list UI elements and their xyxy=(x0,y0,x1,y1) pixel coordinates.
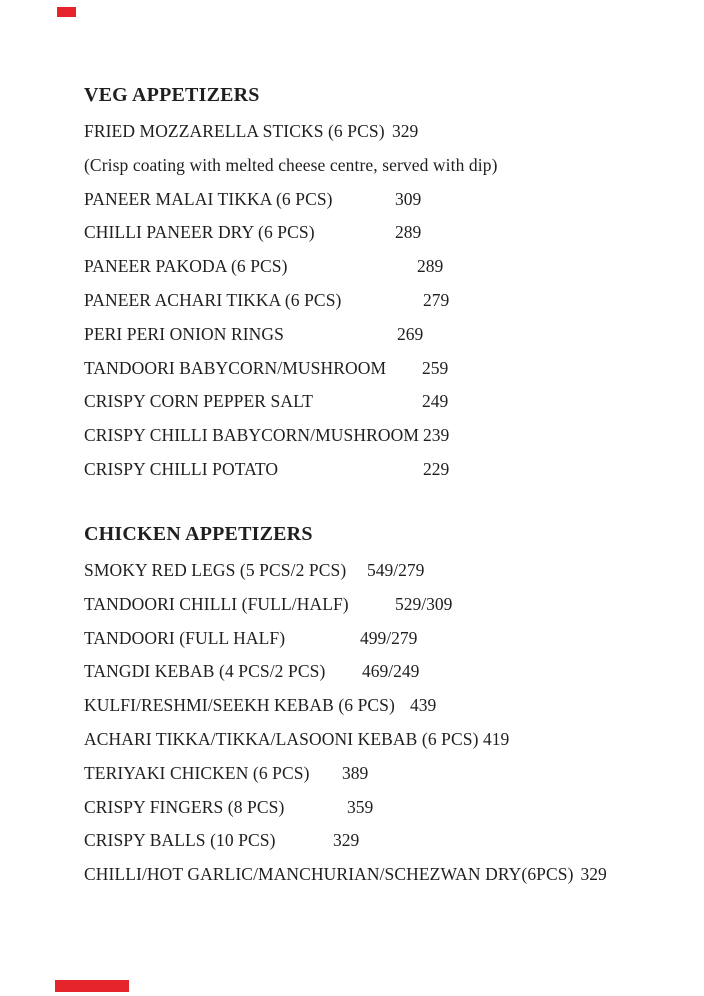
menu-item-row xyxy=(84,385,684,419)
menu-item-row xyxy=(84,183,684,217)
menu-item-row xyxy=(84,622,684,656)
menu-item-price: 419 xyxy=(483,728,510,749)
menu-item-price: 249 xyxy=(422,391,449,412)
menu-item-row xyxy=(84,689,684,723)
menu-item-price: 529/309 xyxy=(395,593,453,614)
menu-item-price: 289 xyxy=(395,222,422,243)
menu-item-description: (Crisp coating with melted cheese centre, served with dip) xyxy=(84,154,498,175)
menu-item-price: 439 xyxy=(410,695,437,716)
menu-item-name: KULFI/RESHMI/SEEKH KEBAB (6 PCS) xyxy=(84,695,395,716)
chicken-items-list xyxy=(84,554,684,892)
menu-item-row xyxy=(84,791,684,825)
menu-item-name: TERIYAKI CHICKEN (6 PCS) xyxy=(84,762,310,783)
menu-item-price: 499/279 xyxy=(360,627,418,648)
menu-item-row xyxy=(84,453,684,487)
menu-item-name: TANGDI KEBAB (4 PCS/2 PCS) xyxy=(84,661,326,682)
menu-item-price: 389 xyxy=(342,762,369,783)
menu-item-name: PANEER ACHARI TIKKA (6 PCS) xyxy=(84,289,342,310)
menu-item-row xyxy=(84,858,684,892)
menu-item-row xyxy=(84,216,684,250)
menu-item-name: CHILLI PANEER DRY (6 PCS) xyxy=(84,222,315,243)
menu-item-name: SMOKY RED LEGS (5 PCS/2 PCS) xyxy=(84,560,347,580)
menu-item-row xyxy=(84,723,684,757)
menu-item-row xyxy=(84,419,684,453)
menu-item-name: CRISPY FINGERS (8 PCS) xyxy=(84,796,285,817)
red-mark-bottom xyxy=(55,980,129,992)
menu-item-price: 469/249 xyxy=(362,661,420,682)
veg-items-list xyxy=(84,115,684,487)
menu-item-row xyxy=(84,757,684,791)
menu-item-name: PANEER PAKODA (6 PCS) xyxy=(84,256,288,277)
menu-item-name: CRISPY CORN PEPPER SALT xyxy=(84,391,314,412)
menu-item-row xyxy=(84,655,684,689)
menu-item-name: CHILLI/HOT GARLIC/MANCHURIAN/SCHEZWAN DRY(6PCS) xyxy=(84,864,574,885)
menu-item-name: TANDOORI CHILLI (FULL/HALF) xyxy=(84,593,349,614)
section-title-veg: VEG APPETIZERS xyxy=(84,84,260,106)
menu-item-row xyxy=(84,250,684,284)
menu-item-row xyxy=(84,284,684,318)
red-mark-top xyxy=(57,7,76,17)
menu-item-name: CRISPY CHILLI POTATO xyxy=(84,458,279,479)
menu-item-price: 279 xyxy=(423,289,450,310)
menu-item-price: 269 xyxy=(397,323,424,344)
menu-item-name: PERI PERI ONION RINGS xyxy=(84,323,284,344)
menu-item-row xyxy=(84,115,684,149)
menu-item-row xyxy=(84,824,684,858)
menu-item-row xyxy=(84,318,684,352)
menu-item-name: TANDOORI BABYCORN/MUSHROOM xyxy=(84,357,387,378)
menu-item-row xyxy=(84,352,684,386)
menu-item-price: 359 xyxy=(347,796,374,817)
menu-item-row xyxy=(84,588,684,622)
section-veg-appetizers xyxy=(84,83,684,487)
section-title-chicken: CHICKEN APPETIZERS xyxy=(84,523,313,545)
menu-item-price: 329 xyxy=(333,830,360,851)
menu-item-name: TANDOORI (FULL HALF) xyxy=(84,627,286,648)
menu-item-price: 239 xyxy=(423,425,450,446)
menu-item-price: 329 xyxy=(580,864,607,885)
menu-item-name: ACHARI TIKKA/TIKKA/LASOONI KEBAB (6 PCS) xyxy=(84,728,479,749)
menu-item-name: CRISPY BALLS (10 PCS) xyxy=(84,830,276,851)
menu-item-price: 289 xyxy=(417,256,444,277)
menu-item-name: FRIED MOZZARELLA STICKS (6 PCS) xyxy=(84,121,385,141)
menu-item-price: 229 xyxy=(423,458,450,479)
menu-item-price: 309 xyxy=(395,188,422,209)
menu-item-name: CRISPY CHILLI BABYCORN/MUSHROOM xyxy=(84,425,420,446)
menu-item-row xyxy=(84,554,684,588)
menu-item-name: PANEER MALAI TIKKA (6 PCS) xyxy=(84,188,333,209)
menu-item-price: 329 xyxy=(392,121,419,141)
menu-item-price: 259 xyxy=(422,357,449,378)
section-chicken-appetizers xyxy=(84,522,684,892)
menu-item-price: 549/279 xyxy=(367,560,425,580)
